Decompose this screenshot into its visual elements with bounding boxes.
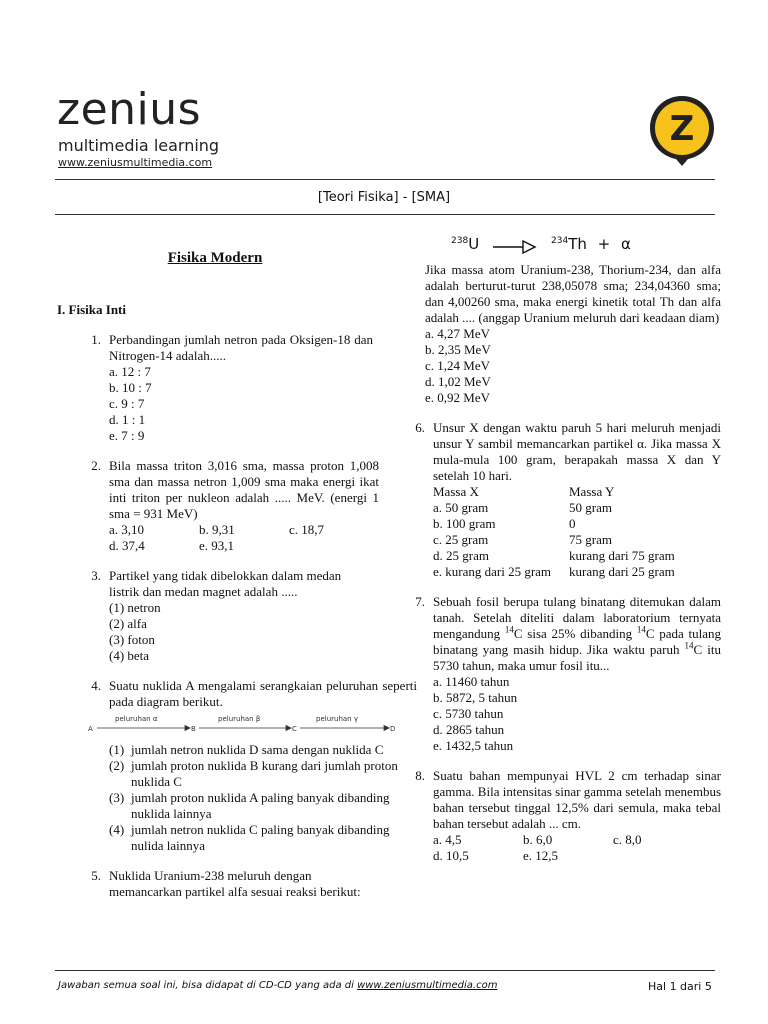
table-cell: b. 100 gram bbox=[433, 516, 496, 531]
option: a. 3,10 bbox=[109, 522, 145, 537]
option: a. 12 : 7 bbox=[109, 364, 151, 379]
table-cell: d. 25 gram bbox=[433, 548, 489, 563]
question-5 bbox=[57, 868, 373, 900]
question-text: Perbandingan jumlah netron pada Oksigen-18 dan Nitrogen-14 adalah..... bbox=[109, 332, 373, 363]
question-8 bbox=[381, 768, 721, 864]
option: (1) netron bbox=[109, 600, 161, 615]
question-number: 5. bbox=[91, 868, 101, 883]
table-cell: kurang dari 25 gram bbox=[569, 564, 675, 579]
decay-label-alpha: peluruhan α bbox=[115, 715, 158, 723]
node-c: C bbox=[292, 725, 297, 733]
option: c. 5730 tahun bbox=[433, 706, 504, 721]
uranium-mass: 238 bbox=[451, 236, 469, 246]
decay-label-beta: peluruhan β bbox=[218, 715, 261, 723]
question-6 bbox=[381, 420, 721, 580]
arrow-head-icon bbox=[185, 726, 190, 731]
option: d. 1 : 1 bbox=[109, 412, 146, 427]
node-d: D bbox=[390, 725, 396, 733]
plus-sign: + bbox=[597, 235, 611, 253]
left-column bbox=[57, 250, 417, 914]
question-text: Jika massa atom Uranium-238, Thorium-234, dan alfa adalah berturut-turut 238,05078 sma; 234,04360 sma; dan 4,00260 sma, maka energi kinetik total Th dan alfa adalah .... (anggap Uranium meluruh dari keadaan diam) bbox=[425, 262, 721, 325]
brand-tagline: multimedia learning bbox=[58, 136, 220, 155]
question-2 bbox=[57, 458, 379, 554]
page-title: Fisika Modern bbox=[167, 250, 263, 266]
thorium-symbol: Th bbox=[568, 235, 587, 253]
option: a. 4,5 bbox=[433, 832, 462, 847]
question-1 bbox=[57, 332, 373, 444]
table-cell: e. kurang dari 25 gram bbox=[433, 564, 552, 579]
question-text: Nuklida Uranium-238 meluruh dengan memancarkan partikel alfa sesuai reaksi berikut: bbox=[109, 868, 361, 899]
option: e. 1432,5 tahun bbox=[433, 738, 514, 753]
option: c. 18,7 bbox=[289, 522, 325, 537]
table-header: Massa X bbox=[433, 484, 479, 499]
question-number: 4. bbox=[91, 678, 101, 693]
option: c. 8,0 bbox=[613, 832, 642, 847]
decay-reaction bbox=[451, 236, 721, 262]
option: d. 2865 tahun bbox=[433, 722, 505, 737]
decay-label-gamma: peluruhan γ bbox=[316, 715, 358, 723]
subject-label: [Teori Fisika] - [SMA] bbox=[317, 190, 451, 205]
brand-logo: zenius bbox=[57, 84, 202, 135]
uranium-symbol: U bbox=[468, 235, 480, 253]
footer-note: Jawaban semua soal ini, bisa didapat di CD-CD yang ada di www.zeniusmultimedia.com bbox=[58, 980, 498, 991]
option: d. 10,5 bbox=[433, 848, 469, 863]
table-cell: a. 50 gram bbox=[433, 500, 489, 515]
table-cell: 0 bbox=[569, 516, 576, 531]
option: e. 0,92 MeV bbox=[425, 390, 490, 405]
question-text: Suatu nuklida A mengalami serangkaian peluruhan seperti pada diagram berikut. bbox=[109, 678, 417, 709]
option: (3) foton bbox=[109, 632, 155, 647]
table-cell: kurang dari 75 gram bbox=[569, 548, 675, 563]
question-number: 2. bbox=[91, 458, 101, 473]
badge-letter: Z bbox=[669, 109, 695, 149]
question-text: Partikel yang tidak dibelokkan dalam medan listrik dan medan magnet adalah ..... bbox=[109, 568, 342, 599]
option: c. 1,24 MeV bbox=[425, 358, 490, 373]
node-b: B bbox=[191, 725, 196, 733]
option: e. 93,1 bbox=[199, 538, 235, 553]
table-cell: 50 gram bbox=[569, 500, 612, 515]
option: d. 1,02 MeV bbox=[425, 374, 491, 389]
list-item: (2) jumlah proton nuklida B kurang dari jumlah proton nuklida C bbox=[109, 758, 398, 789]
option: e. 7 : 9 bbox=[109, 428, 145, 443]
question-number: 6. bbox=[415, 420, 425, 435]
question-text: Bila massa triton 3,016 sma, massa proton 1,008 sma dan massa netron 1,009 sma maka energi ikat inti triton per nukleon adalah ..... MeV. (energi 1 sma = 931 MeV) bbox=[109, 458, 379, 521]
thorium-mass: 234 bbox=[551, 236, 569, 246]
section-heading: I. Fisika Inti bbox=[57, 302, 126, 317]
option: d. 37,4 bbox=[109, 538, 145, 553]
footer-link[interactable]: www.zeniusmultimedia.com bbox=[357, 980, 498, 991]
question-number: 1. bbox=[91, 332, 101, 347]
question-3 bbox=[57, 568, 373, 664]
option: b. 5872, 5 tahun bbox=[433, 690, 518, 705]
question-number: 8. bbox=[415, 768, 425, 783]
header-rule-bottom bbox=[55, 214, 715, 215]
header-rule-top bbox=[55, 179, 715, 180]
question-4 bbox=[57, 678, 417, 854]
option: a. 4,27 MeV bbox=[425, 326, 490, 341]
right-column bbox=[415, 235, 721, 878]
table-cell: c. 25 gram bbox=[433, 532, 489, 547]
table-header: Massa Y bbox=[569, 484, 615, 499]
table-cell: 75 gram bbox=[569, 532, 612, 547]
list-item: (4) jumlah netron nuklida C paling banyak dibanding nulida lainnya bbox=[109, 822, 390, 853]
answer-table bbox=[433, 484, 721, 580]
option: (2) alfa bbox=[109, 616, 147, 631]
question-number: 3. bbox=[91, 568, 101, 583]
option: (4) beta bbox=[109, 648, 150, 663]
option: e. 12,5 bbox=[523, 848, 559, 863]
question-text: Suatu bahan mempunyai HVL 2 cm terhadap sinar gamma. Bila intensitas sinar gamma setelah menembus bahan tersebut tinggal 12,5% dari semula, maka tebal bahan tersebut adalah ... cm. bbox=[433, 768, 721, 831]
zenius-badge-icon bbox=[648, 94, 716, 166]
option: a. 11460 tahun bbox=[433, 674, 510, 689]
option: b. 9,31 bbox=[199, 522, 235, 537]
node-a: A bbox=[88, 725, 93, 733]
question-text: Unsur X dengan waktu paruh 5 hari meluruh menjadi unsur Y sambil memancarkan partikel α. Jika massa X mula-mula 100 gram, berapakah massa X dan Y setelah 10 hari. bbox=[433, 420, 721, 483]
decay-diagram bbox=[87, 712, 417, 734]
page-number: Hal 1 dari 5 bbox=[648, 980, 712, 993]
arrow-head-icon bbox=[286, 726, 291, 731]
question-7 bbox=[381, 594, 721, 754]
list-item: (3) jumlah proton nuklida A paling banyak dibanding nuklida lainnya bbox=[109, 790, 390, 821]
option: c. 9 : 7 bbox=[109, 396, 145, 411]
question-text: Sebuah fosil berupa tulang binatang ditemukan dalam tanah. Setelah diteliti dalam laboratorium ternyata mengandung $^{14}$C sisa 25% dibanding $^{14}$C pada tulang binatang yang masih hidup. Jika waktu paruh $^{14}$C itu 5730 tahun, maka umur fosil itu... bbox=[433, 594, 721, 673]
option: b. 2,35 MeV bbox=[425, 342, 491, 357]
reaction-arrow-icon bbox=[493, 240, 537, 254]
option: b. 6,0 bbox=[523, 832, 553, 847]
alpha-symbol: α bbox=[621, 235, 631, 253]
question-number: 7. bbox=[415, 594, 425, 609]
footer-rule bbox=[55, 970, 715, 971]
list-item: (1) jumlah netron nuklida D sama dengan nuklida C bbox=[109, 742, 384, 757]
brand-url[interactable]: www.zeniusmultimedia.com bbox=[58, 156, 213, 169]
option: b. 10 : 7 bbox=[109, 380, 152, 395]
